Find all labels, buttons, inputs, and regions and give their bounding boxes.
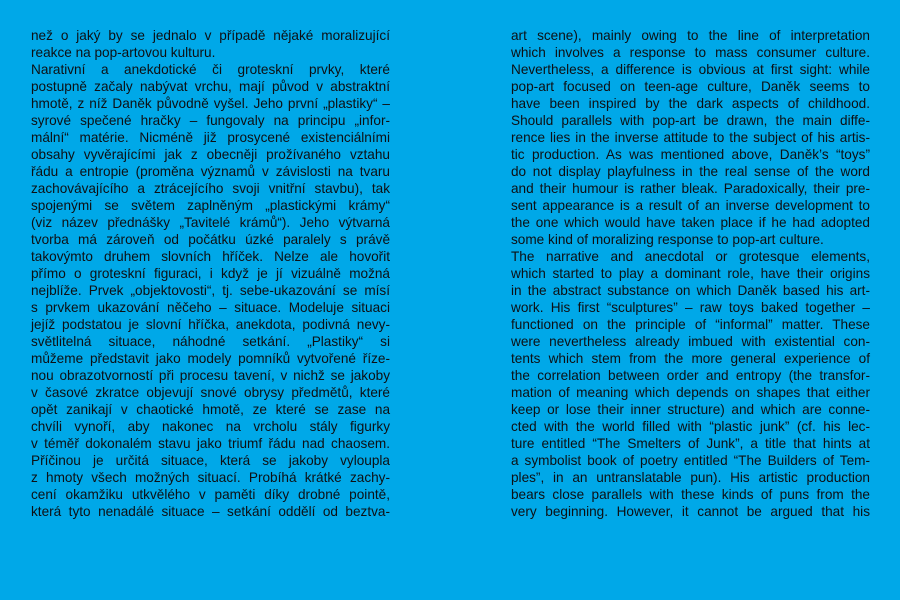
text-line: hmotě, z níž Daněk původně vyšel. Jeho první „plastiky“ – [31,96,390,111]
text-line: ture entitled “The Smelters of Junk”, a title that hints at [511,436,870,451]
text-line: a symbolist book of poetry entitled “The Builders of Tem- [511,453,870,468]
text-line: art scene), mainly owing to the line of interpretation [511,28,870,43]
text-line: než o jaký by se jednalo v případě nějaké moralizující [31,28,390,43]
text-line: v téměř dokonalém stavu jako triumf řádu nad chaosem. [31,436,390,451]
text-line: rence lies in the inverse attitude to the subject of his artis- [511,130,870,145]
text-line: nou obrazotvorností při procesu tavení, v nichž se jakoby [31,368,390,383]
text-line: s prvkem ukazování něčeho – situace. Modeluje situaci [31,300,390,315]
text-line: in the abstract substance on which Daněk based his art- [511,283,870,298]
text-line: cted with the world filled with “plastic junk” (cf. his lec- [511,419,870,434]
text-line: zachovávajícího a ztrácejícího svoji vnitřní stavbu), tak [31,181,390,196]
text-line: some kind of moralizing response to pop-art culture. [511,232,824,247]
text-line: bears close parallels with these kinds of puns from the [511,487,870,502]
text-line: takovýmto druhem slovních hříček. Nelze ale hovořit [31,249,390,264]
text-line: syrové spečené hračky – fungovaly na principu „infor- [31,113,390,128]
text-line: mation of meaning which depends on shapes that either [511,385,870,400]
text-line: chvíli vynoří, aby nakonec na vrcholu stály figurky [31,419,390,434]
text-line: and their humour is rather bleak. Paradoxically, their pre- [511,181,870,196]
text-line: which involves a response to mass consumer culture. [511,45,870,60]
text-line: functioned on the principle of “informal” matter. These [511,317,870,332]
text-line: were nevertheless already imbued with existential con- [511,334,870,349]
text-line: obsahy vyvěrajícími jak z obecněji prožívaného vztahu [31,147,390,162]
text-line: Nevertheless, a difference is obvious at first sight: while [511,62,870,77]
text-line: postupně začaly nabývat vrchu, mají původ v abstraktní [31,79,390,94]
text-line: Should parallels with pop-art be drawn, the main diffe- [511,113,870,128]
text-line: very beginning. However, it cannot be argued that his [511,504,870,519]
text-line: nejblíže. Prvek „objektovosti“, tj. sebe-ukazování se mísí [31,283,390,298]
text-line: cení okamžiku utkvělého v paměti díky drobné pointě, [31,487,390,502]
text-line: Příčinou je určitá situace, která se jakoby vyloupla [31,453,390,468]
text-line: sent appearance is a result of an inverse development to [511,198,870,213]
text-line: (viz název přednášky „Tavitelé krámů“). Jeho výtvarná [31,215,390,230]
text-line: The narrative and anecdotal or grotesque elements, [511,249,870,264]
text-line: ples”, in an untranslatable pun). His artistic production [511,470,870,485]
text-line: přímo o groteskní figuraci, i když je jí vizuálně možná [31,266,390,281]
left-page-czech-text [31,27,390,587]
text-line: keep or lose their inner structure) and which are conne- [511,402,870,417]
text-line: which started to play a dominant role, have their origins [511,266,870,281]
text-line: spojenými se světem zaplněným „plastickými krámy“ [31,198,390,213]
text-line: the one which would have taken place if he had adopted [511,215,870,230]
text-line: tic production. As was mentioned above, Daněk’s “toys” [511,147,870,162]
text-line: Narativní a anekdotické či groteskní prvky, které [31,62,390,77]
text-line: do not display playfulness in the real sense of the word [511,164,870,179]
text-line: můžeme představit jako modely pomníků vytvořené říze- [31,351,390,366]
text-line: mální“ matérie. Nicméně již prosycené existenciálními [31,130,390,145]
text-line: z hmoty všech možných situací. Probíhá krátké zachy- [31,470,390,485]
text-line: světlitelná situace, náhodné setkání. „Plastiky“ si [31,334,390,349]
text-line: která tyto nenadálé situace – setkání oddělí od beztva- [31,504,390,519]
text-line: tents which stem from the more general experience of [511,351,870,366]
text-line: work. His first “sculptures” – raw toys baked together – [511,300,870,315]
text-line: tvorba má zároveň od počátku úzké paralely s právě [31,232,390,247]
text-line: v časové zkratce objevují snové obrysy předmětů, které [31,385,390,400]
text-line: reakce na pop-artovou kulturu. [31,45,216,60]
right-page-english-text [511,27,870,587]
text-line: the correlation between order and entropy (the transfor- [511,368,870,383]
text-line: pop-art focused on teen-age culture, Daněk seems to [511,79,870,94]
text-line: have been inspired by the dark aspects of childhood. [511,96,870,111]
text-line: opět zanikají v chaotické hmotě, ze které se zase na [31,402,390,417]
text-line: jejíž podstatou je slovní hříčka, anekdota, podivná nevy- [31,317,390,332]
text-line: řádu a entropie (proměna významů v závislosti na tvaru [31,164,390,179]
